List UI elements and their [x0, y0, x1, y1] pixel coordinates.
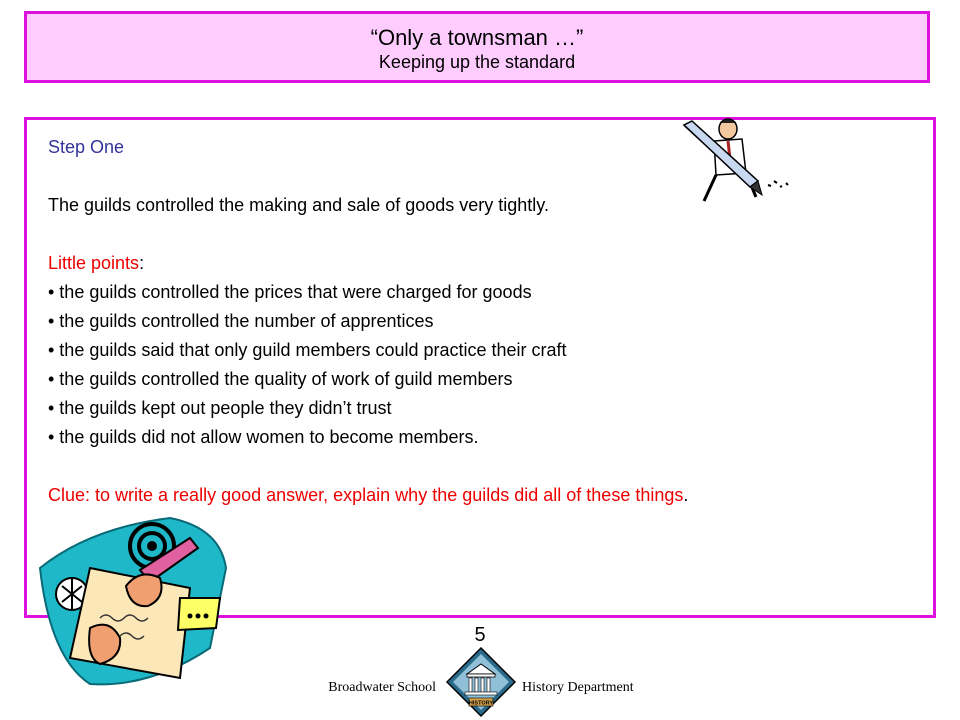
clue-text: Clue: to write a really good answer, explain why the guilds did all of these things [48, 485, 684, 505]
list-item: • the guilds said that only guild members could practice their craft [48, 340, 567, 360]
step-label: Step One [48, 137, 125, 157]
intro-text: The guilds controlled the making and sale of goods very tightly. [48, 195, 549, 215]
list-item: • the guilds controlled the number of apprentices [48, 311, 434, 331]
slide-subtitle: Keeping up the standard [378, 52, 576, 72]
page-number: 5 [474, 624, 486, 646]
list-item: • the guilds controlled the prices that were charged for goods [48, 282, 532, 302]
list-item: • the guilds controlled the quality of work of guild members [48, 369, 513, 389]
pen-writer-clipart-icon [676, 115, 796, 205]
footer-school: Broadwater School [328, 680, 436, 695]
points-colon: : [139, 253, 145, 273]
logo-text: HISTORY [468, 700, 494, 707]
list-item: • the guilds kept out people they didn’t trust [48, 398, 392, 418]
clue-line [48, 481, 923, 510]
desk-writing-clipart-icon [30, 508, 230, 694]
slide-title: “Only a townsman …” [370, 25, 584, 50]
history-logo-icon [445, 646, 517, 718]
list-item: • the guilds did not allow women to become members. [48, 427, 479, 447]
points-heading [48, 249, 923, 278]
clue-period: . [683, 485, 689, 505]
footer-department: History Department [522, 680, 634, 695]
title-banner [24, 11, 930, 83]
points-label: Little points [48, 253, 140, 273]
